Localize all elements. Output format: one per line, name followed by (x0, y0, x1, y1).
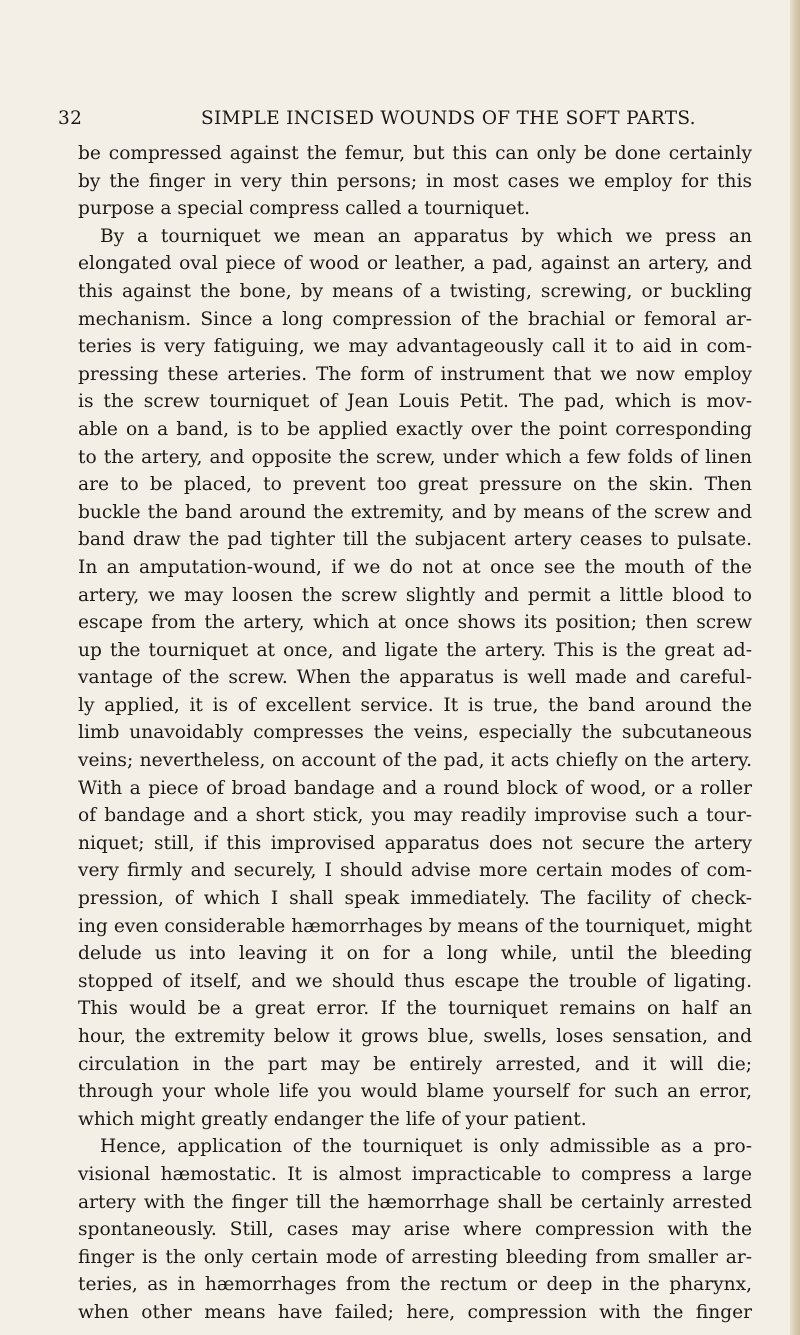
text-line: This would be a great error. If the tourniquet remains on half an (78, 998, 752, 1020)
page-header (58, 108, 748, 136)
text-line: buckle the band around the extremity, and by means of the screw and (78, 501, 752, 523)
text-line: veins; nevertheless, on account of the pad, it acts chiefly on the artery. (78, 750, 752, 772)
text-line: by the finger in very thin persons; in most cases we employ for this (78, 170, 752, 192)
text-line: hour, the extremity below it grows blue, swells, loses sensation, and (78, 1026, 752, 1047)
text-line: artery with the finger till the hæmorrhage shall be certainly arrested (78, 1191, 752, 1213)
text-line: band draw the pad tighter till the subjacent artery ceases to pulsate. (78, 529, 752, 551)
text-line: very firmly and securely, I should advise more certain modes of com- (78, 860, 752, 882)
text-line: By a tourniquet we mean an apparatus by which we press an (100, 225, 752, 247)
text-line: ing even considerable hæmorrhages by means of the tourniquet, might (78, 915, 752, 937)
text-line: vantage of the screw. When the apparatus is well made and careful- (78, 667, 752, 689)
text-line: limb unavoidably compresses the veins, especially the subcutaneous (78, 722, 752, 744)
text-line: purpose a special compress called a tourniquet. (78, 198, 531, 220)
text-line: In an amputation-wound, if we do not at once see the mouth of the (78, 556, 752, 578)
text-line: when other means have failed; here, compression with the finger (78, 1301, 752, 1323)
text-line: elongated oval piece of wood or leather, a pad, against an artery, and (78, 253, 752, 275)
text-line: teries is very fatiguing, we may advantageously call it to aid in com- (78, 336, 752, 358)
text-line: of bandage and a short stick, you may readily improvise such a tour- (78, 805, 752, 827)
text-line: mechanism. Since a long compression of the brachial or femoral ar- (78, 308, 752, 330)
text-line: stopped of itself, and we should thus escape the trouble of ligating. (78, 970, 752, 992)
text-line: are to be placed, to prevent too great pressure on the skin. Then (78, 474, 752, 496)
text-line: artery, we may loosen the screw slightly and permit a little blood to (78, 584, 752, 606)
text-line: pressing these arteries. The form of instrument that we now employ (78, 363, 752, 385)
text-line: is the screw tourniquet of Jean Louis Petit. The pad, which is mov- (78, 391, 752, 413)
text-line: niquet; still, if this improvised apparatus does not secure the artery (78, 832, 752, 854)
text-line: up the tourniquet at once, and ligate the artery. This is the great ad- (78, 639, 752, 661)
text-line: spontaneously. Still, cases may arise where compression with the (78, 1219, 752, 1241)
text-line: With a piece of broad bandage and a round block of wood, or a roller (78, 777, 752, 799)
text-line: finger is the only certain mode of arresting bleeding from smaller ar- (78, 1246, 752, 1268)
text-line: through your whole life you would blame yourself for such an error, (78, 1081, 752, 1103)
text-line: be compressed against the femur, but this can only be done certainly (78, 143, 752, 164)
text-line: pression, of which I shall speak immediately. The facility of check- (78, 888, 752, 910)
text-line: Hence, application of the tourniquet is only admissible as a pro- (100, 1136, 752, 1158)
page-number: 32 (58, 108, 83, 129)
text-line: this against the bone, by means of a twisting, screwing, or buckling (78, 280, 752, 302)
text-line: teries, as in hæmorrhages from the rectum or deep in the pharynx, (78, 1274, 752, 1296)
text-line: to the artery, and opposite the screw, under which a few folds of linen (78, 446, 752, 468)
text-line: which might greatly endanger the life of your patient. (78, 1108, 587, 1130)
text-line: delude us into leaving it on for a long while, until the bleeding (78, 943, 752, 965)
text-line: ly applied, it is of excellent service. It is true, the band around the (78, 694, 752, 716)
text-line: escape from the artery, which at once shows its position; then screw (78, 612, 752, 634)
running-title: SIMPLE INCISED WOUNDS OF THE SOFT PARTS. (201, 108, 696, 129)
text-line: circulation in the part may be entirely arrested, and it will die; (78, 1053, 752, 1075)
text-line: able on a band, is to be applied exactly over the point corresponding (78, 418, 752, 440)
page-edge-shadow (790, 0, 800, 1335)
body-text (78, 140, 752, 1327)
text-line: visional hæmostatic. It is almost impracticable to compress a large (78, 1163, 752, 1185)
